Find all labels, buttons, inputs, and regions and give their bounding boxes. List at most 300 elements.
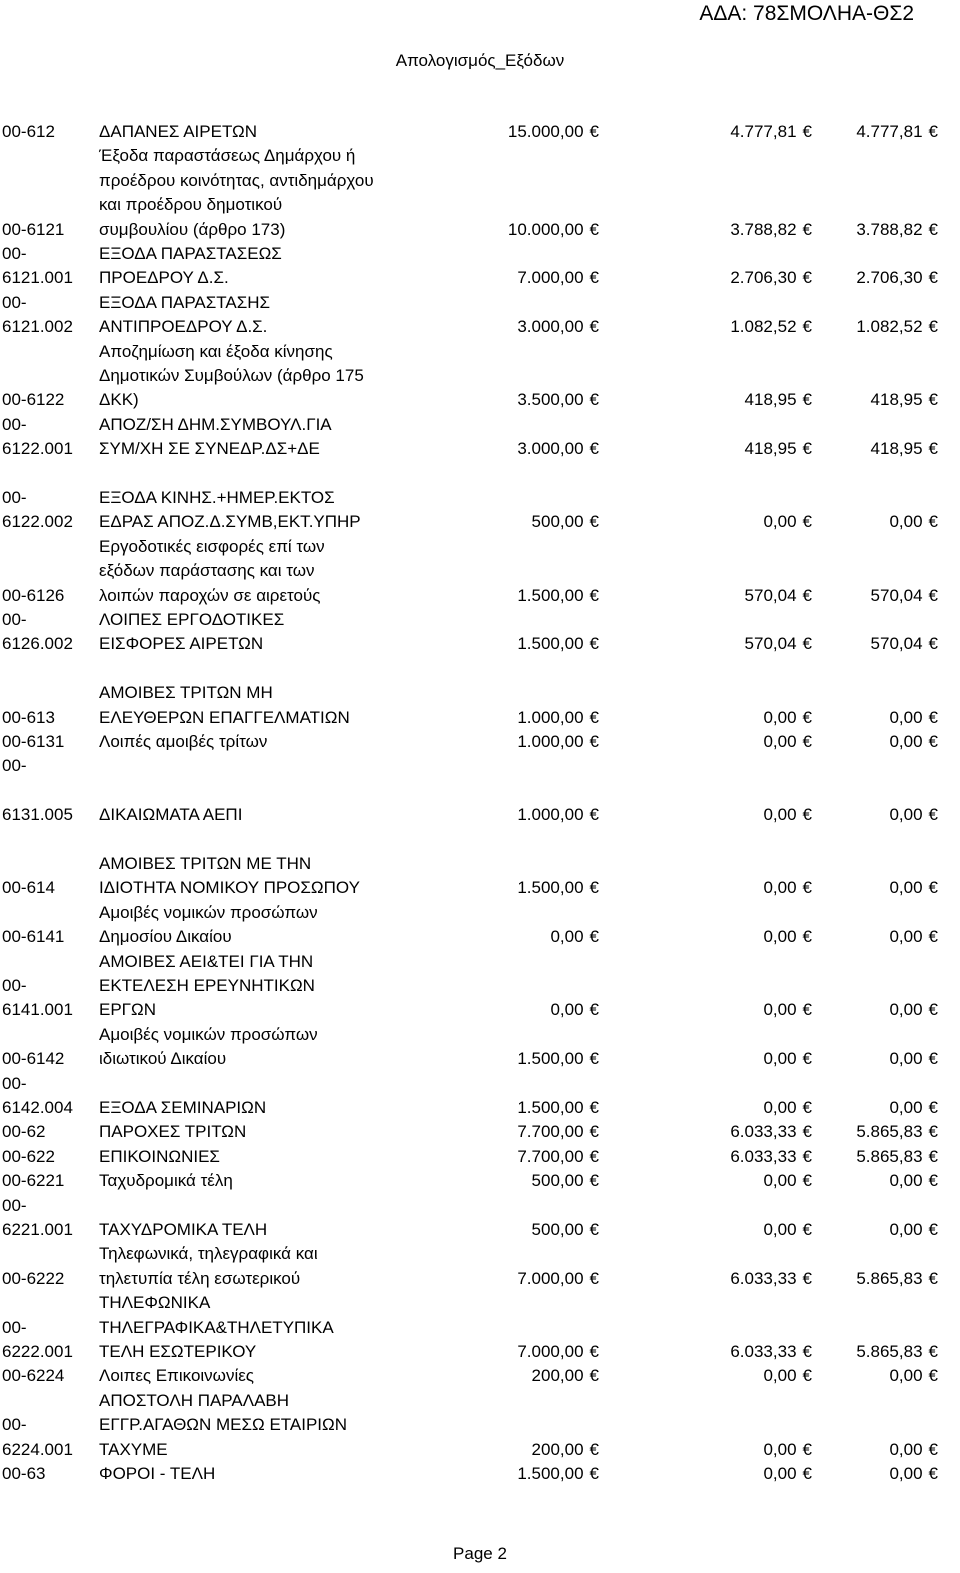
committed-amount <box>662 1462 812 1486</box>
account-description <box>99 1462 439 1486</box>
account-description-line: ΑΝΤΙΠΡΟΕΔΡΟΥ Δ.Σ. <box>99 317 268 337</box>
euro-sign: € <box>589 878 599 898</box>
paid-amount-value: 3.788,82 <box>856 219 923 239</box>
paid-amount-value: 5.865,83 <box>856 1146 923 1166</box>
account-description <box>99 803 439 827</box>
account-description-line: ΣΥΜ/ΧΗ ΣΕ ΣΥΝΕΔΡ.ΔΣ+ΔΕ <box>99 439 320 459</box>
paid-amount <box>818 730 938 754</box>
account-code-line: 00- <box>2 1073 27 1093</box>
budget-amount <box>449 706 599 730</box>
committed-amount <box>662 998 812 1022</box>
account-code-line: 6131.005 <box>2 805 73 825</box>
account-code-line: 00- <box>2 1317 27 1337</box>
account-description <box>99 486 439 535</box>
euro-sign: € <box>928 707 938 727</box>
paid-amount-value: 0,00 <box>889 1439 923 1459</box>
paid-amount <box>818 1047 938 1071</box>
account-code <box>2 608 98 657</box>
budget-amount <box>449 803 599 827</box>
table-row <box>0 1169 960 1193</box>
paid-amount <box>818 1120 938 1144</box>
account-description-line: συμβουλίου (άρθρο 173) <box>99 219 286 239</box>
account-description <box>99 413 439 462</box>
account-description-line: τηλετυπία τέλη εσωτερικού <box>99 1268 301 1288</box>
paid-amount <box>818 1438 938 1462</box>
committed-amount <box>662 1120 812 1144</box>
table-row <box>0 1194 960 1243</box>
euro-sign: € <box>928 1171 938 1191</box>
euro-sign: € <box>802 1122 812 1142</box>
committed-amount <box>662 1169 812 1193</box>
euro-sign: € <box>589 927 599 947</box>
account-description-line: και προέδρου δημοτικού <box>99 195 283 215</box>
paid-amount-value: 5.865,83 <box>856 1268 923 1288</box>
account-description-line: ΤΑΧΥΔΡΟΜΙΚΑ ΤΕΛΗ <box>99 1219 268 1239</box>
table-row <box>0 1364 960 1388</box>
euro-sign: € <box>928 1439 938 1459</box>
account-description-line: ΛΟΙΠΕΣ ΕΡΓΟΔΟΤΙΚΕΣ <box>99 610 285 629</box>
account-code-line: 00-614 <box>2 878 55 898</box>
euro-sign: € <box>928 1097 938 1117</box>
euro-sign: € <box>802 1341 812 1361</box>
budget-amount <box>449 437 599 461</box>
account-description-line: ΔΙΚΑΙΩΜΑΤΑ ΑΕΠΙ <box>99 805 243 825</box>
account-code-line: 00-62 <box>2 1122 46 1142</box>
paid-amount-value: 570,04 <box>870 634 923 654</box>
euro-sign: € <box>802 1268 812 1288</box>
account-code-line: 00- <box>2 488 27 507</box>
paid-amount <box>818 1340 938 1364</box>
table-row <box>0 852 960 901</box>
account-description-line: ΤΗΛΕΓΡΑΦΙΚΑ&ΤΗΛΕΤΥΠΙΚΑ <box>99 1317 334 1337</box>
account-code-line: 6126.002 <box>2 634 73 654</box>
table-row <box>0 242 960 291</box>
budget-amount-value: 1.500,00 <box>517 878 584 898</box>
euro-sign: € <box>802 268 812 288</box>
account-description-line: εξόδων παράστασης και των <box>99 561 315 581</box>
paid-amount <box>818 998 938 1022</box>
account-description-line: ΑΜΟΙΒΕΣ ΤΡΙΤΩΝ ΜΗ <box>99 683 273 703</box>
account-code-line: 6142.004 <box>2 1098 73 1117</box>
paid-amount <box>818 1169 938 1193</box>
paid-amount-value: 0,00 <box>889 878 923 898</box>
budget-amount <box>449 1267 599 1291</box>
account-description <box>99 608 439 657</box>
account-code <box>2 242 98 291</box>
committed-amount-value: 0,00 <box>763 1000 797 1020</box>
account-description-line: ΦΟΡΟΙ - ΤΕΛΗ <box>99 1464 216 1483</box>
budget-amount <box>449 510 599 534</box>
euro-sign: € <box>802 634 812 654</box>
euro-sign: € <box>589 1268 599 1288</box>
euro-sign: € <box>928 1146 938 1166</box>
committed-amount <box>662 1218 812 1242</box>
account-code-line: 00-6142 <box>2 1049 65 1069</box>
account-code <box>2 218 98 242</box>
budget-amount-value: 1.000,00 <box>517 732 584 751</box>
account-code-line: 00- <box>2 244 27 263</box>
committed-amount-value: 2.706,30 <box>730 268 797 288</box>
committed-amount <box>662 120 812 144</box>
paid-amount-value: 0,00 <box>889 1366 923 1386</box>
budget-amount-value: 500,00 <box>531 1171 584 1191</box>
euro-sign: € <box>928 732 938 751</box>
account-code-line: 00-613 <box>2 707 55 727</box>
account-code-line: 00- <box>2 1415 27 1435</box>
account-description-line: Έξοδα παραστάσεως Δημάρχου ή <box>99 146 356 166</box>
committed-amount-value: 6.033,33 <box>730 1146 797 1166</box>
account-description <box>99 1096 439 1120</box>
euro-sign: € <box>802 585 812 605</box>
account-description <box>99 1218 439 1242</box>
account-code <box>2 1145 98 1169</box>
account-description <box>99 242 439 291</box>
account-description <box>99 852 439 901</box>
committed-amount-value: 0,00 <box>763 1366 797 1386</box>
committed-amount-value: 0,00 <box>763 1464 797 1483</box>
paid-amount <box>818 437 938 461</box>
ada-number: ΑΔΑ: 78ΣΜΟΛΗΑ-ΘΣ2 <box>699 2 914 25</box>
account-description-line: ΔΚΚ) <box>99 390 139 410</box>
account-description <box>99 950 439 1023</box>
euro-sign: € <box>928 512 938 532</box>
euro-sign: € <box>802 878 812 898</box>
account-description <box>99 1364 439 1388</box>
euro-sign: € <box>928 585 938 605</box>
account-description <box>99 144 439 242</box>
account-code <box>2 486 98 535</box>
committed-amount-value: 0,00 <box>763 878 797 898</box>
euro-sign: € <box>928 1122 938 1142</box>
euro-sign: € <box>589 122 599 141</box>
committed-amount-value: 0,00 <box>763 927 797 947</box>
euro-sign: € <box>589 512 599 532</box>
paid-amount-value: 5.865,83 <box>856 1341 923 1361</box>
account-description-line: ΕΚΤΕΛΕΣΗ ΕΡΕΥΝΗΤΙΚΩΝ <box>99 976 315 995</box>
account-description <box>99 535 439 608</box>
budget-amount <box>449 388 599 412</box>
account-code <box>2 974 98 1023</box>
budget-amount <box>449 876 599 900</box>
budget-amount-value: 1.500,00 <box>517 634 584 654</box>
euro-sign: € <box>928 878 938 898</box>
euro-sign: € <box>802 122 812 141</box>
account-description-line: ΕΙΣΦΟΡΕΣ ΑΙΡΕΤΩΝ <box>99 634 264 654</box>
paid-amount <box>818 315 938 339</box>
euro-sign: € <box>589 1049 599 1069</box>
table-row <box>0 120 960 144</box>
euro-sign: € <box>589 317 599 337</box>
table-row <box>0 486 960 535</box>
table-row <box>0 1072 960 1121</box>
account-description <box>99 730 439 754</box>
account-description <box>99 1389 439 1462</box>
paid-amount-value: 570,04 <box>870 585 923 605</box>
account-description-line: Δημοτικών Συμβούλων (άρθρο 175 <box>99 366 364 385</box>
budget-amount-value: 500,00 <box>531 1219 584 1239</box>
euro-sign: € <box>802 219 812 239</box>
committed-amount-value: 6.033,33 <box>730 1268 797 1288</box>
committed-amount-value: 4.777,81 <box>730 122 797 141</box>
budget-amount <box>449 1169 599 1193</box>
committed-amount-value: 570,04 <box>744 634 797 654</box>
budget-amount <box>449 1218 599 1242</box>
account-description-line: Τηλεφωνικά, τηλεγραφικά και <box>99 1244 318 1264</box>
committed-amount <box>662 1096 812 1120</box>
paid-amount-value: 0,00 <box>889 1219 923 1239</box>
budget-amount-value: 15.000,00 <box>507 122 584 141</box>
budget-amount-value: 200,00 <box>531 1366 584 1386</box>
euro-sign: € <box>928 122 938 141</box>
budget-amount-value: 0,00 <box>550 927 584 947</box>
euro-sign: € <box>589 1171 599 1191</box>
account-description-line: ΕΞΟΔΑ ΚΙΝΗΣ.+ΗΜΕΡ.ΕΚΤΟΣ <box>99 488 335 507</box>
euro-sign: € <box>928 1464 938 1483</box>
table-row <box>0 1291 960 1364</box>
paid-amount-value: 0,00 <box>889 1464 923 1483</box>
account-code-line: 00- <box>2 975 27 995</box>
account-code-line: 6122.001 <box>2 439 73 459</box>
account-code-line: 6222.001 <box>2 1341 73 1361</box>
budget-amount-value: 500,00 <box>531 512 584 532</box>
account-description-line: ΕΠΙΚΟΙΝΩΝΙΕΣ <box>99 1146 220 1166</box>
euro-sign: € <box>802 1000 812 1020</box>
account-code <box>2 1462 98 1486</box>
budget-amount-value: 1.500,00 <box>517 1049 584 1069</box>
table-row <box>0 754 960 827</box>
account-code-line: 00-612 <box>2 122 55 141</box>
account-description <box>99 1023 439 1072</box>
euro-sign: € <box>802 1171 812 1191</box>
account-description <box>99 340 439 413</box>
account-code <box>2 1267 98 1291</box>
account-description-line: ΕΞΟΔΑ ΠΑΡΑΣΤΑΣΕΩΣ <box>99 244 282 263</box>
account-description-line: Ταχυδρομικά τέλη <box>99 1171 233 1191</box>
budget-amount <box>449 315 599 339</box>
paid-amount <box>818 706 938 730</box>
account-description <box>99 901 439 950</box>
paid-amount-value: 0,00 <box>889 1097 923 1117</box>
euro-sign: € <box>589 1341 599 1361</box>
account-description-line: Αποζημίωση και έξοδα κίνησης <box>99 341 333 361</box>
euro-sign: € <box>589 805 599 825</box>
euro-sign: € <box>928 1341 938 1361</box>
account-description-line: ΕΞΟΔΑ ΠΑΡΑΣΤΑΣΗΣ <box>99 292 271 312</box>
euro-sign: € <box>928 927 938 947</box>
account-code-line: 00-6121 <box>2 219 65 239</box>
account-code-line: 00- <box>2 756 27 776</box>
account-description <box>99 1169 439 1193</box>
table-row <box>0 340 960 413</box>
committed-amount-value: 0,00 <box>763 1439 797 1459</box>
account-code <box>2 754 98 827</box>
account-description-line: ΤΕΛΗ ΕΣΩΤΕΡΙΚΟΥ <box>99 1342 257 1361</box>
euro-sign: € <box>802 1049 812 1069</box>
account-description <box>99 1120 439 1144</box>
committed-amount <box>662 1340 812 1364</box>
account-code-line: 00-6131 <box>2 732 65 751</box>
account-code <box>2 291 98 340</box>
paid-amount <box>818 925 938 949</box>
budget-amount-value: 7.000,00 <box>517 1341 584 1361</box>
paid-amount-value: 0,00 <box>889 732 923 751</box>
account-description <box>99 120 439 144</box>
paid-amount <box>818 1462 938 1486</box>
paid-amount <box>818 1364 938 1388</box>
account-description-line: ΙΔΙΟΤΗΤΑ ΝΟΜΙΚΟΥ ΠΡΟΣΩΠΟΥ <box>99 878 360 898</box>
budget-amount <box>449 925 599 949</box>
account-description <box>99 1145 439 1169</box>
account-description-line: Δημοσίου Δικαίου <box>99 927 232 947</box>
account-description-line: Λοιπες Επικοινωνίες <box>99 1366 255 1386</box>
euro-sign: € <box>589 1000 599 1020</box>
committed-amount <box>662 315 812 339</box>
committed-amount <box>662 632 812 656</box>
euro-sign: € <box>589 219 599 239</box>
table-row <box>0 1462 960 1486</box>
budget-amount <box>449 730 599 754</box>
committed-amount-value: 0,00 <box>763 1049 797 1069</box>
table-row <box>0 144 960 242</box>
committed-amount <box>662 925 812 949</box>
committed-amount-value: 0,00 <box>763 1097 797 1117</box>
budget-amount-value: 1.500,00 <box>517 1097 584 1117</box>
account-code-line: 6141.001 <box>2 1000 73 1020</box>
account-code-line: 6121.001 <box>2 268 73 288</box>
euro-sign: € <box>589 1122 599 1142</box>
euro-sign: € <box>589 439 599 459</box>
budget-amount-value: 1.500,00 <box>517 1464 584 1483</box>
account-code-line: 00- <box>2 414 27 434</box>
account-code-line: 00-622 <box>2 1146 55 1166</box>
paid-amount-value: 0,00 <box>889 1000 923 1020</box>
euro-sign: € <box>928 1219 938 1239</box>
committed-amount <box>662 437 812 461</box>
committed-amount <box>662 1364 812 1388</box>
budget-amount-value: 1.000,00 <box>517 805 584 825</box>
euro-sign: € <box>928 439 938 459</box>
table-row <box>0 1389 960 1462</box>
budget-amount-value: 7.000,00 <box>517 268 584 288</box>
account-description <box>99 1242 439 1291</box>
paid-amount <box>818 1145 938 1169</box>
euro-sign: € <box>802 1146 812 1166</box>
account-description-line: Αμοιβές νομικών προσώπων <box>99 902 318 922</box>
table-row <box>0 608 960 657</box>
paid-amount-value: 418,95 <box>870 439 923 459</box>
euro-sign: € <box>802 1464 812 1483</box>
euro-sign: € <box>802 317 812 337</box>
account-description-line: Αμοιβές νομικών προσώπων <box>99 1024 318 1044</box>
euro-sign: € <box>589 1146 599 1166</box>
committed-amount-value: 418,95 <box>744 439 797 459</box>
account-description-line: ΑΠΟΖ/ΣΗ ΔΗΜ.ΣΥΜΒΟΥΛ.ΓΙΑ <box>99 414 332 434</box>
budget-amount-value: 7.700,00 <box>517 1122 584 1142</box>
paid-amount-value: 0,00 <box>889 805 923 825</box>
table-row <box>0 950 960 1023</box>
paid-amount <box>818 120 938 144</box>
table-row <box>0 730 960 754</box>
budget-amount-value: 10.000,00 <box>507 219 584 239</box>
committed-amount-value: 1.082,52 <box>730 317 797 337</box>
account-description-line: ΕΡΓΩΝ <box>99 1000 157 1020</box>
committed-amount-value: 0,00 <box>763 1219 797 1239</box>
paid-amount-value: 5.865,83 <box>856 1122 923 1142</box>
account-description-line: ΤΗΛΕΦΩΝΙΚΑ <box>99 1293 211 1313</box>
account-code-line: 00- <box>2 292 27 312</box>
euro-sign: € <box>928 219 938 239</box>
euro-sign: € <box>589 390 599 410</box>
budget-amount <box>449 1047 599 1071</box>
account-code <box>2 876 98 900</box>
committed-amount-value: 418,95 <box>744 390 797 410</box>
account-code-line: 00-6122 <box>2 390 65 410</box>
committed-amount <box>662 1438 812 1462</box>
committed-amount <box>662 730 812 754</box>
account-code <box>2 1047 98 1071</box>
table-row <box>0 535 960 608</box>
account-code-line: 6224.001 <box>2 1439 73 1459</box>
budget-amount-value: 3.500,00 <box>517 390 584 410</box>
committed-amount-value: 6.033,33 <box>730 1122 797 1142</box>
paid-amount <box>818 876 938 900</box>
account-description-line: προέδρου κοινότητας, αντιδημάρχου <box>99 170 374 190</box>
account-description-line: λοιπών παροχών σε αιρετούς <box>99 585 321 605</box>
committed-amount <box>662 1145 812 1169</box>
committed-amount <box>662 510 812 534</box>
committed-amount <box>662 388 812 412</box>
euro-sign: € <box>928 1049 938 1069</box>
document-title: Απολογισμός_Εξόδων <box>395 51 565 70</box>
paid-amount <box>818 266 938 290</box>
committed-amount-value: 0,00 <box>763 805 797 825</box>
committed-amount <box>662 584 812 608</box>
euro-sign: € <box>589 1464 599 1483</box>
table-row <box>0 681 960 730</box>
account-code <box>2 388 98 412</box>
committed-amount-value: 3.788,82 <box>730 219 797 239</box>
committed-amount <box>662 706 812 730</box>
paid-amount-value: 418,95 <box>870 390 923 410</box>
budget-amount <box>449 1462 599 1486</box>
euro-sign: € <box>802 707 812 727</box>
budget-amount <box>449 218 599 242</box>
paid-amount-value: 0,00 <box>889 512 923 532</box>
paid-amount-value: 4.777,81 <box>856 122 923 141</box>
paid-amount-value: 0,00 <box>889 1049 923 1069</box>
account-description-line: Λοιπές αμοιβές τρίτων <box>99 732 268 751</box>
paid-amount <box>818 510 938 534</box>
committed-amount-value: 6.033,33 <box>730 1341 797 1361</box>
table-row <box>0 1242 960 1291</box>
euro-sign: € <box>928 805 938 825</box>
budget-amount <box>449 584 599 608</box>
account-description-line: ΤΑΧΥΜΕ <box>99 1439 168 1459</box>
euro-sign: € <box>589 1219 599 1239</box>
budget-amount <box>449 1096 599 1120</box>
euro-sign: € <box>802 1219 812 1239</box>
budget-amount-value: 3.000,00 <box>517 439 584 459</box>
account-description-line: ΕΓΓΡ.ΑΓΑΘΩΝ ΜΕΣΩ ΕΤΑΙΡΙΩΝ <box>99 1415 348 1435</box>
paid-amount <box>818 584 938 608</box>
account-code-line: 00-6221 <box>2 1171 65 1191</box>
account-description-line: ΕΔΡΑΣ ΑΠΟΖ.Δ.ΣΥΜΒ,ΕΚΤ.ΥΠΗΡ <box>99 512 361 532</box>
account-code <box>2 1316 98 1365</box>
paid-amount-value: 0,00 <box>889 1171 923 1191</box>
committed-amount-value: 0,00 <box>763 512 797 532</box>
euro-sign: € <box>589 707 599 727</box>
euro-sign: € <box>802 1366 812 1386</box>
